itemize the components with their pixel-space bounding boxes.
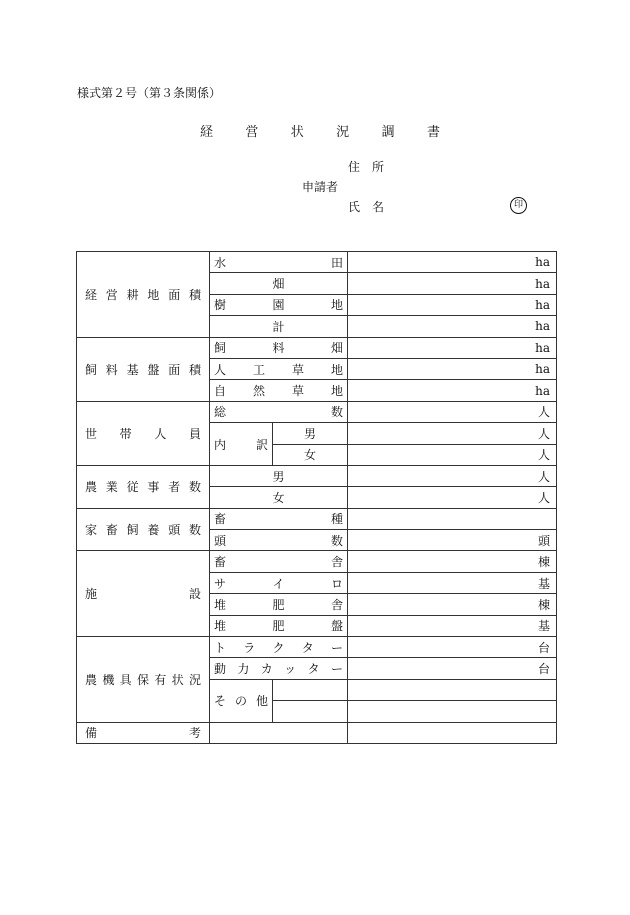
table-row [77, 722, 557, 743]
section-livestock [77, 508, 210, 551]
label-char: 施 [85, 587, 98, 602]
item-char: ー [330, 640, 343, 655]
item-char: 舎 [330, 597, 343, 612]
label-char: 機 [102, 672, 115, 687]
label-char: 世 [85, 426, 98, 441]
value-cell[interactable] [348, 701, 557, 722]
item-char: 頭 [214, 533, 227, 548]
title-char: 営 [245, 125, 259, 140]
unit-label: 人 [537, 469, 550, 484]
label-char: 具 [119, 672, 132, 687]
item-char: ロ [330, 576, 343, 591]
section-arable-land [77, 252, 210, 338]
value-cell[interactable] [348, 679, 557, 700]
value-cell[interactable] [348, 508, 557, 529]
unit-label: ha [535, 340, 550, 355]
item-power-cutter [210, 658, 348, 679]
item-char: 然 [252, 384, 265, 399]
item-char: イ [272, 576, 285, 591]
value-cell[interactable] [348, 358, 557, 379]
value-cell[interactable] [348, 551, 557, 572]
label-char: 耕 [126, 287, 139, 302]
title-char: 状 [290, 125, 304, 140]
label-char: 経 [85, 287, 98, 302]
title-char: 況 [336, 125, 350, 140]
item-char: 草 [291, 384, 304, 399]
table-row [77, 465, 557, 486]
item-char: 内 [214, 437, 227, 452]
label-char: 盤 [147, 362, 160, 377]
label-char: 積 [188, 287, 201, 302]
label-char: 設 [188, 587, 201, 602]
label-char: 人 [154, 426, 167, 441]
table-row [77, 508, 557, 529]
item-char: 訳 [255, 437, 268, 452]
item-char: タ [301, 640, 314, 655]
section-remarks [77, 722, 210, 743]
item-other [210, 679, 273, 722]
unit-label: 人 [537, 448, 550, 463]
section-facilities [77, 551, 210, 637]
table-row [77, 401, 557, 422]
value-cell[interactable] [348, 487, 557, 508]
item-char: 料 [272, 341, 285, 356]
label-char: 農 [85, 480, 98, 495]
value-cell[interactable] [348, 294, 557, 315]
label-char: 面 [168, 362, 181, 377]
label-char: 況 [188, 672, 201, 687]
item-artificial-grassland [210, 358, 348, 379]
label-char: 頭 [168, 523, 181, 538]
label-char: 料 [105, 362, 118, 377]
item-char: 草 [291, 362, 304, 377]
value-cell[interactable] [348, 444, 557, 465]
item-char: そ [214, 694, 227, 709]
item-char: 肥 [272, 597, 285, 612]
section-machinery [77, 637, 210, 723]
label-char: 備 [85, 726, 98, 741]
item-char: 飼 [214, 341, 227, 356]
item-breed [210, 508, 348, 529]
label-char: 面 [168, 287, 181, 302]
value-cell[interactable] [348, 316, 557, 337]
item-char: サ [214, 576, 227, 591]
item-char: 人 [214, 362, 227, 377]
label-char: 飼 [126, 523, 139, 538]
remarks-input[interactable] [348, 722, 557, 743]
item-char: 動 [214, 662, 227, 677]
label-char: 養 [147, 523, 160, 538]
unit-label: 棟 [537, 597, 550, 612]
item-compost-bed [210, 615, 348, 636]
section-feed-base [77, 337, 210, 401]
item-tractor [210, 637, 348, 658]
name-label [348, 198, 384, 215]
label-char: 数 [188, 480, 201, 495]
label-char: 考 [188, 726, 201, 741]
label-char: 有 [154, 672, 167, 687]
item-char: 力 [237, 662, 250, 677]
label-char: 畜 [105, 523, 118, 538]
item-char: 畜 [214, 512, 227, 527]
item-char: 舎 [330, 555, 343, 570]
label-char: 家 [85, 523, 98, 538]
title-char: 経 [200, 125, 214, 140]
item-natural-grassland [210, 380, 348, 401]
unit-label: 台 [537, 662, 550, 677]
label-char: 飼 [85, 362, 98, 377]
item-char: 他 [255, 694, 268, 709]
section-farm-workers [77, 465, 210, 508]
address-char: 住 [348, 160, 361, 174]
item-char: 工 [252, 362, 265, 377]
seal-mark: 印 [510, 197, 527, 214]
item-head-count [210, 530, 348, 551]
item-field: 畑 [210, 273, 348, 294]
unit-label: ha [535, 319, 550, 334]
label-char: 員 [188, 426, 201, 441]
item-char: カ [260, 662, 273, 677]
item-feed-field [210, 337, 348, 358]
value-cell[interactable] [348, 615, 557, 636]
label-char: 数 [188, 523, 201, 538]
unit-label: 棟 [537, 555, 550, 570]
unit-label: ha [535, 297, 550, 312]
table-row [77, 637, 557, 658]
value-cell[interactable] [348, 594, 557, 615]
unit-label: ha [535, 383, 550, 398]
table-row [77, 337, 557, 358]
table-row [77, 252, 557, 273]
unit-label: ha [535, 276, 550, 291]
item-char: の [234, 694, 247, 709]
item-char: 総 [214, 405, 227, 420]
value-cell[interactable] [348, 658, 557, 679]
item-char: ー [330, 662, 343, 677]
title-char: 書 [426, 125, 440, 140]
item-char: 水 [214, 255, 227, 270]
value-cell[interactable] [348, 273, 557, 294]
item-char: タ [307, 662, 320, 677]
title-char: 調 [381, 125, 395, 140]
value-cell[interactable] [348, 337, 557, 358]
form-number: 様式第２号（第３条関係） [77, 86, 222, 100]
item-char: 堆 [214, 619, 227, 634]
label-char: 地 [147, 287, 160, 302]
section-household [77, 401, 210, 465]
label-char: 営 [105, 287, 118, 302]
unit-label: ha [535, 255, 550, 270]
value-cell[interactable] [348, 401, 557, 422]
address-char: 所 [371, 160, 384, 174]
other-name-cell[interactable] [273, 701, 348, 722]
item-char: 田 [330, 255, 343, 270]
unit-label: 頭 [537, 533, 550, 548]
item-paddy [210, 252, 348, 273]
item-char: 園 [272, 298, 285, 313]
document-title [200, 121, 440, 140]
label-char: 事 [147, 480, 160, 495]
label-char: 従 [126, 480, 139, 495]
item-char: ラ [243, 640, 256, 655]
item-char: 樹 [214, 298, 227, 313]
name-char: 氏 [348, 200, 361, 214]
table-row [77, 551, 557, 572]
item-char: 盤 [330, 619, 343, 634]
unit-label: 人 [537, 426, 550, 441]
remarks-input[interactable] [210, 722, 348, 743]
label-char: 業 [105, 480, 118, 495]
item-char: 畑 [330, 341, 343, 356]
item-char: 種 [330, 512, 343, 527]
survey-table [76, 251, 557, 744]
label-char: 基 [126, 362, 139, 377]
item-char: 数 [330, 405, 343, 420]
value-cell[interactable] [348, 252, 557, 273]
label-char: 者 [168, 480, 181, 495]
label-char: 帯 [119, 426, 132, 441]
unit-label: 人 [537, 405, 550, 420]
item-char: 畜 [214, 555, 227, 570]
unit-label: ha [535, 362, 550, 377]
item-char: 数 [330, 533, 343, 548]
label-char: 積 [188, 362, 201, 377]
unit-label: 基 [537, 576, 550, 591]
item-char: 地 [330, 384, 343, 399]
item-char: 自 [214, 384, 227, 399]
address-label [348, 158, 384, 175]
unit-label: 台 [537, 640, 550, 655]
item-char: ッ [284, 662, 297, 677]
other-name-cell[interactable] [273, 679, 348, 700]
value-cell[interactable] [348, 637, 557, 658]
item-char: 肥 [272, 619, 285, 634]
item-compost-shed [210, 594, 348, 615]
value-cell[interactable] [348, 572, 557, 593]
label-char: 保 [136, 672, 149, 687]
label-char: 農 [85, 672, 98, 687]
unit-label: 人 [537, 490, 550, 505]
item-char: 堆 [214, 597, 227, 612]
item-male: 男 [210, 465, 348, 486]
label-char: 状 [171, 672, 184, 687]
item-male: 男 [273, 423, 348, 444]
item-female: 女 [273, 444, 348, 465]
item-char: 地 [330, 298, 343, 313]
item-orchard [210, 294, 348, 315]
item-char: ク [272, 640, 285, 655]
item-barn [210, 551, 348, 572]
item-breakdown [210, 423, 273, 466]
item-female: 女 [210, 487, 348, 508]
item-silo [210, 572, 348, 593]
value-cell[interactable] [348, 465, 557, 486]
value-cell[interactable] [348, 380, 557, 401]
item-total-members [210, 401, 348, 422]
item-char: ト [214, 640, 227, 655]
unit-label: 基 [537, 619, 550, 634]
item-total: 計 [210, 316, 348, 337]
value-cell[interactable] [348, 530, 557, 551]
value-cell[interactable] [348, 423, 557, 444]
item-char: 地 [330, 362, 343, 377]
name-char: 名 [371, 200, 384, 214]
applicant-label: 申請者 [302, 180, 339, 194]
